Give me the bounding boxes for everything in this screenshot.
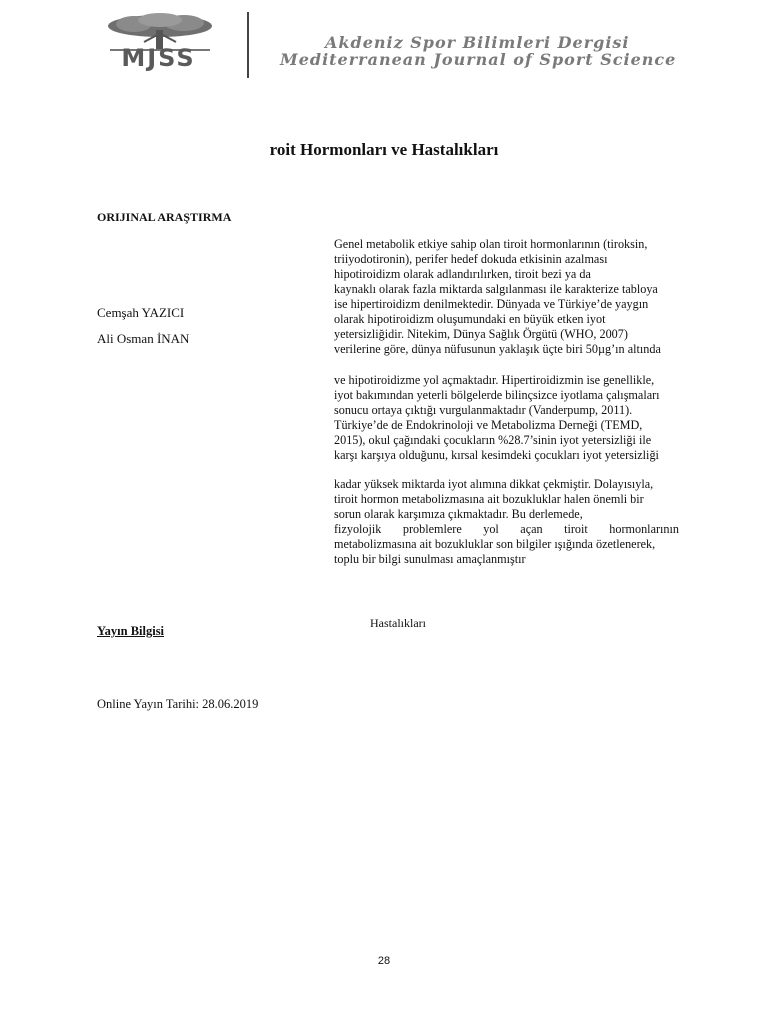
keywords-fragment: Hastalıkları	[370, 616, 426, 630]
abstract-line: metabolizmasına ait bozukluklar son bilgiler ışığında özetlenerek,	[334, 537, 656, 551]
page-number: 28	[377, 955, 391, 967]
abstract-line: iyot bakımından yeterli bölgelerde bilinçsizce iyotlama çalışmaları	[334, 388, 660, 402]
abstract-line: triiyodotironin), perifer hedef dokuda etkisinin azalması	[334, 252, 608, 266]
abstract-block	[334, 237, 679, 357]
abstract-line: sorun olarak karşımıza çıkmaktadır. Bu derlemede,	[334, 507, 583, 521]
abstract-line: verilerine göre, dünya nüfusunun yaklaşık üçte biri 50µg’ın altında	[334, 342, 661, 356]
online-publication-date: Online Yayın Tarihi: 28.06.2019	[97, 697, 259, 711]
abstract-block	[334, 477, 679, 567]
publication-info-heading: Yayın Bilgisi	[97, 624, 165, 638]
abstract-line: ise hipertiroidizm denilmektedir. Dünyada ve Türkiye’de yaygın	[334, 297, 649, 311]
abstract-block	[334, 373, 679, 463]
abstract-line: hipotiroidizm olarak adlandırılırken, tiroit bezi ya da	[334, 267, 591, 281]
journal-logo-text: MJSS	[121, 44, 196, 72]
abstract-line: karşı karşıya olduğunu, kırsal kesimdeki çocukları iyot yetersizliği	[334, 448, 659, 462]
abstract-line: toplu bir bilgi sunulması amaçlanmıştır	[334, 552, 526, 566]
abstract-line: kadar yüksek miktarda iyot alımına dikkat çekmiştir. Dolayısıyla,	[334, 477, 654, 491]
journal-title-tr: Akdeniz Spor Bilimleri Dergisi	[325, 33, 630, 52]
abstract-line: tiroit hormon metabolizmasına ait bozukluklar halen önemli bir	[334, 492, 644, 506]
abstract-line: olarak hipotiroidizm oluşumundaki en büyük etken iyot	[334, 312, 606, 326]
abstract-line: fizyolojik problemlere yol açan tiroit hormonlarının	[334, 522, 679, 536]
abstract-line: yetersizliğidir. Nitekim, Dünya Sağlık Örgütü (WHO, 2007)	[334, 327, 628, 341]
journal-header	[0, 0, 768, 90]
abstract-line: Genel metabolik etkiye sahip olan tiroit hormonlarının (tiroksin,	[334, 237, 648, 251]
header-divider	[247, 12, 249, 78]
author-name: Cemşah YAZICI	[97, 305, 185, 320]
abstract-line: 2015), okul çağındaki çocukların %28.7’sinin iyot yetersizliği ile	[334, 433, 652, 447]
abstract-line: kaynaklı olarak fazla miktarda salgılanması ile karakterize tabloya	[334, 282, 658, 296]
journal-title-en: Mediterranean Journal of Sport Science	[280, 50, 677, 69]
abstract-line: Türkiye’de de Endokrinoloji ve Metabolizma Derneği (TEMD,	[334, 418, 643, 432]
abstract-line: sonucu ortaya çıktığı vurgulanmaktadır (Vanderpump, 2011).	[334, 403, 633, 417]
article-title: roit Hormonları ve Hastalıkları	[269, 140, 499, 159]
abstract-line: ve hipotiroidizme yol açmaktadır. Hipertiroidizmin ise genellikle,	[334, 373, 655, 387]
author-name: Ali Osman İNAN	[97, 331, 190, 346]
article-type-label: ORIJINAL ARAŞTIRMA	[97, 210, 232, 224]
